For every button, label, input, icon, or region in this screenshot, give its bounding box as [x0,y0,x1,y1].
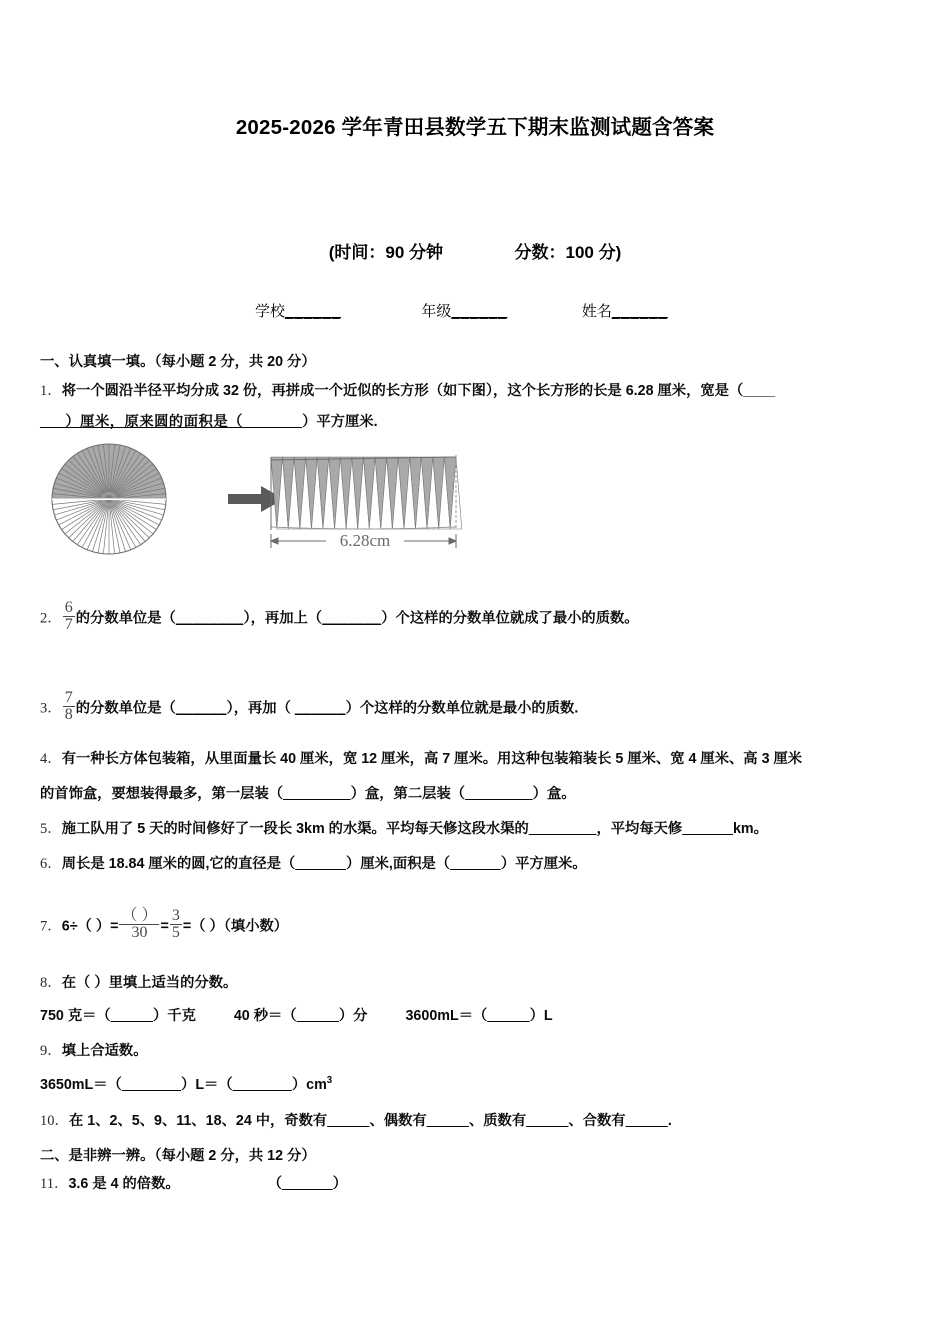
question-4-line-2 [40,783,920,805]
item-lhs: 40 秒＝（ [233,1008,297,1024]
question-2-fraction [63,600,75,634]
question-6-number: 6． [40,856,62,872]
name-label: 姓名 [581,303,612,320]
name-field[interactable] [582,300,668,321]
question-4-line-1 [40,748,920,770]
question-9-text: 填上合适数。 [61,1043,148,1059]
question-2-text-c: ）个这样的分数单位就成了最小的质数。 [381,610,639,627]
question-5-blank-1[interactable]: ________ [528,821,597,837]
question-6-text-a: 周长是 18.84 厘米的圆,它的直径是（ [61,856,296,872]
item-rhs: ）千克 [152,1008,196,1024]
question-7-number: 7． [40,918,62,935]
fraction-denominator: 30 [119,924,159,941]
question-11-paren-close: ） [332,1176,348,1192]
question-3-number: 3． [40,700,62,717]
question-9-prompt [40,1040,920,1062]
question-7 [40,908,920,942]
question-8-item-2 [234,1008,368,1024]
question-6 [40,853,920,875]
section-heading-1: 一、认真填一填。（每小题 2 分，共 20 分） [40,354,316,370]
item-blank[interactable]: _____ [110,1008,153,1024]
grade-label: 年级 [421,303,452,320]
question-9-rhs: ）cm [291,1076,327,1093]
question-6-text-c: ）平方厘米。 [500,856,587,872]
question-1-line-1 [40,380,920,402]
school-blank[interactable]: ______ [285,303,342,320]
question-10-blank-even[interactable]: _____ [426,1113,469,1129]
question-10-text-c: 、质数有 [468,1113,527,1129]
item-lhs: 750 克＝（ [40,1008,111,1024]
exam-meta [0,238,950,263]
question-7-fraction-1[interactable] [119,908,159,942]
question-5-text-a: 施工队用了 5 天的时间修好了一段长 3km 的水渠。平均每天修这段水渠的 [61,821,529,837]
question-2-text-b: ），再加上（ [243,610,323,627]
fraction-denominator: 7 [64,616,73,634]
item-blank[interactable]: _____ [487,1008,530,1024]
question-4-text-d: ）盒。 [532,786,576,802]
question-6-blank-1[interactable]: ______ [295,856,347,872]
question-7-lead: 6÷（ ）= [61,918,119,935]
question-2-blank-2[interactable]: _______ [322,610,382,627]
question-2-text-a: 的分数单位是（ [75,610,176,627]
question-2-blank-1[interactable]: ________ [175,610,244,627]
question-10-blank-prime[interactable]: _____ [526,1113,569,1129]
question-3-blank-2[interactable]: ______ [294,700,346,717]
question-9-blank-1[interactable]: _______ [121,1076,182,1093]
question-11-paren-open: （ [267,1176,282,1192]
question-10-text-d: 、合数有 [568,1113,626,1129]
question-3-text-a: 的分数单位是（ [75,700,176,717]
question-9-equation [40,1073,920,1096]
question-1-blank-2[interactable]: _______ [242,414,303,430]
question-2-number: 2． [40,610,62,627]
section-heading-2: 二、是非辨一辨。（每小题 2 分，共 12 分） [40,1148,316,1164]
fraction-numerator: 7 [64,689,73,706]
question-9-blank-2[interactable]: _______ [232,1076,292,1093]
sector-circle-icon [48,443,170,555]
exam-total-score: 分数：100 分) [514,243,622,262]
question-5-text-b: ，平均每天修 [596,821,683,837]
question-8-item-3 [405,1008,552,1024]
question-1-text-b: ）平方厘米. [302,414,378,430]
question-3-text-b: ），再加（ [226,700,295,717]
grade-field[interactable] [421,300,507,321]
question-10-number: 10． [40,1113,69,1129]
question-4-blank-1[interactable]: ________ [283,786,351,802]
question-11 [40,1173,920,1195]
student-info-row [255,300,715,321]
question-7-fraction-2 [170,908,182,942]
question-4-text-b: 的首饰盒，要想装得最多，第一层装（ [40,786,284,802]
grade-blank[interactable]: ______ [451,303,508,320]
question-3-fraction [63,690,75,724]
question-8-items [40,1005,920,1027]
school-label: 学校 [255,303,286,320]
question-7-equals-1: = [160,918,169,935]
question-1-blank-1[interactable]: ___）厘米，原来圆的面积是（ [40,414,243,430]
question-5-number: 5． [40,821,62,837]
question-9-lhs: 3650mL＝（ [40,1076,122,1093]
question-4-number: 4． [40,751,62,767]
fraction-numerator[interactable]: （ ） [121,907,158,924]
item-rhs: ）分 [338,1008,368,1024]
fraction-denominator: 8 [64,706,73,724]
sawtooth-rectangle-icon [268,451,480,551]
question-3-text-c: ）个这样的分数单位就是最小的质数. [345,700,579,717]
question-3-blank-1[interactable]: ______ [175,700,227,717]
exam-duration: (时间：90 分钟 [328,243,444,262]
question-4-text-c: ）盒，第二层装（ [350,786,466,802]
question-1-line-2 [40,411,920,433]
question-5 [40,818,920,840]
question-10-blank-composite[interactable]: _____ [625,1113,668,1129]
question-1-text-a: 将一个圆沿半径平均分成 32 份，再拼成一个近似的长方形（如下图），这个长方形的长是 6.28 厘米，宽是（____ [61,383,776,399]
question-10 [40,1110,920,1132]
question-3 [40,690,920,724]
question-9-unit-exponent: 3 [326,1075,333,1086]
item-blank[interactable]: _____ [296,1008,339,1024]
question-10-blank-odd[interactable]: _____ [327,1113,370,1129]
question-9-mid: ）L＝（ [181,1076,233,1093]
question-11-answer-blank[interactable]: ______ [282,1176,333,1192]
question-2 [40,600,920,634]
question-5-blank-2[interactable]: ______ [682,821,733,837]
fraction-denominator: 5 [171,924,180,942]
question-8-item-1 [40,1008,196,1024]
fraction-numerator: 6 [64,599,73,616]
svg-text:6.28cm: 6.28cm [339,531,391,550]
question-6-blank-2[interactable]: ______ [450,856,501,872]
question-6-text-b: ）厘米,面积是（ [346,856,451,872]
question-8-number: 8． [40,975,62,991]
question-5-text-c: km。 [732,821,768,837]
question-1-number: 1． [40,383,62,399]
name-blank[interactable]: ______ [611,303,668,320]
question-9-number: 9． [40,1043,62,1059]
question-4-text-a: 有一种长方体包装箱，从里面量长 40 厘米，宽 12 厘米，高 7 厘米。用这种包装箱装长 5 厘米、宽 4 厘米、高 3 厘米 [61,751,803,767]
item-lhs: 3600mL＝（ [405,1008,488,1024]
question-10-text-b: 、偶数有 [369,1113,427,1129]
school-field[interactable] [255,300,341,321]
question-11-number: 11． [40,1176,69,1192]
question-10-text-e: . [667,1113,672,1129]
item-rhs: ）L [529,1008,553,1024]
question-4-blank-2[interactable]: ________ [465,786,533,802]
fraction-numerator: 3 [171,907,180,924]
page-title: 2025-2026 学年青田县数学五下期末监测试题含答案 [235,116,715,139]
question-11-text: 3.6 是 4 的倍数。 [68,1176,180,1192]
question-8-prompt [40,972,920,994]
question-1-figure [40,443,480,555]
question-8-text: 在（ ）里填上适当的分数。 [61,975,238,991]
question-7-tail: =（ ）（填小数） [182,918,289,935]
question-10-text-a: 在 1、2、5、9、11、18、24 中，奇数有 [69,1113,328,1129]
